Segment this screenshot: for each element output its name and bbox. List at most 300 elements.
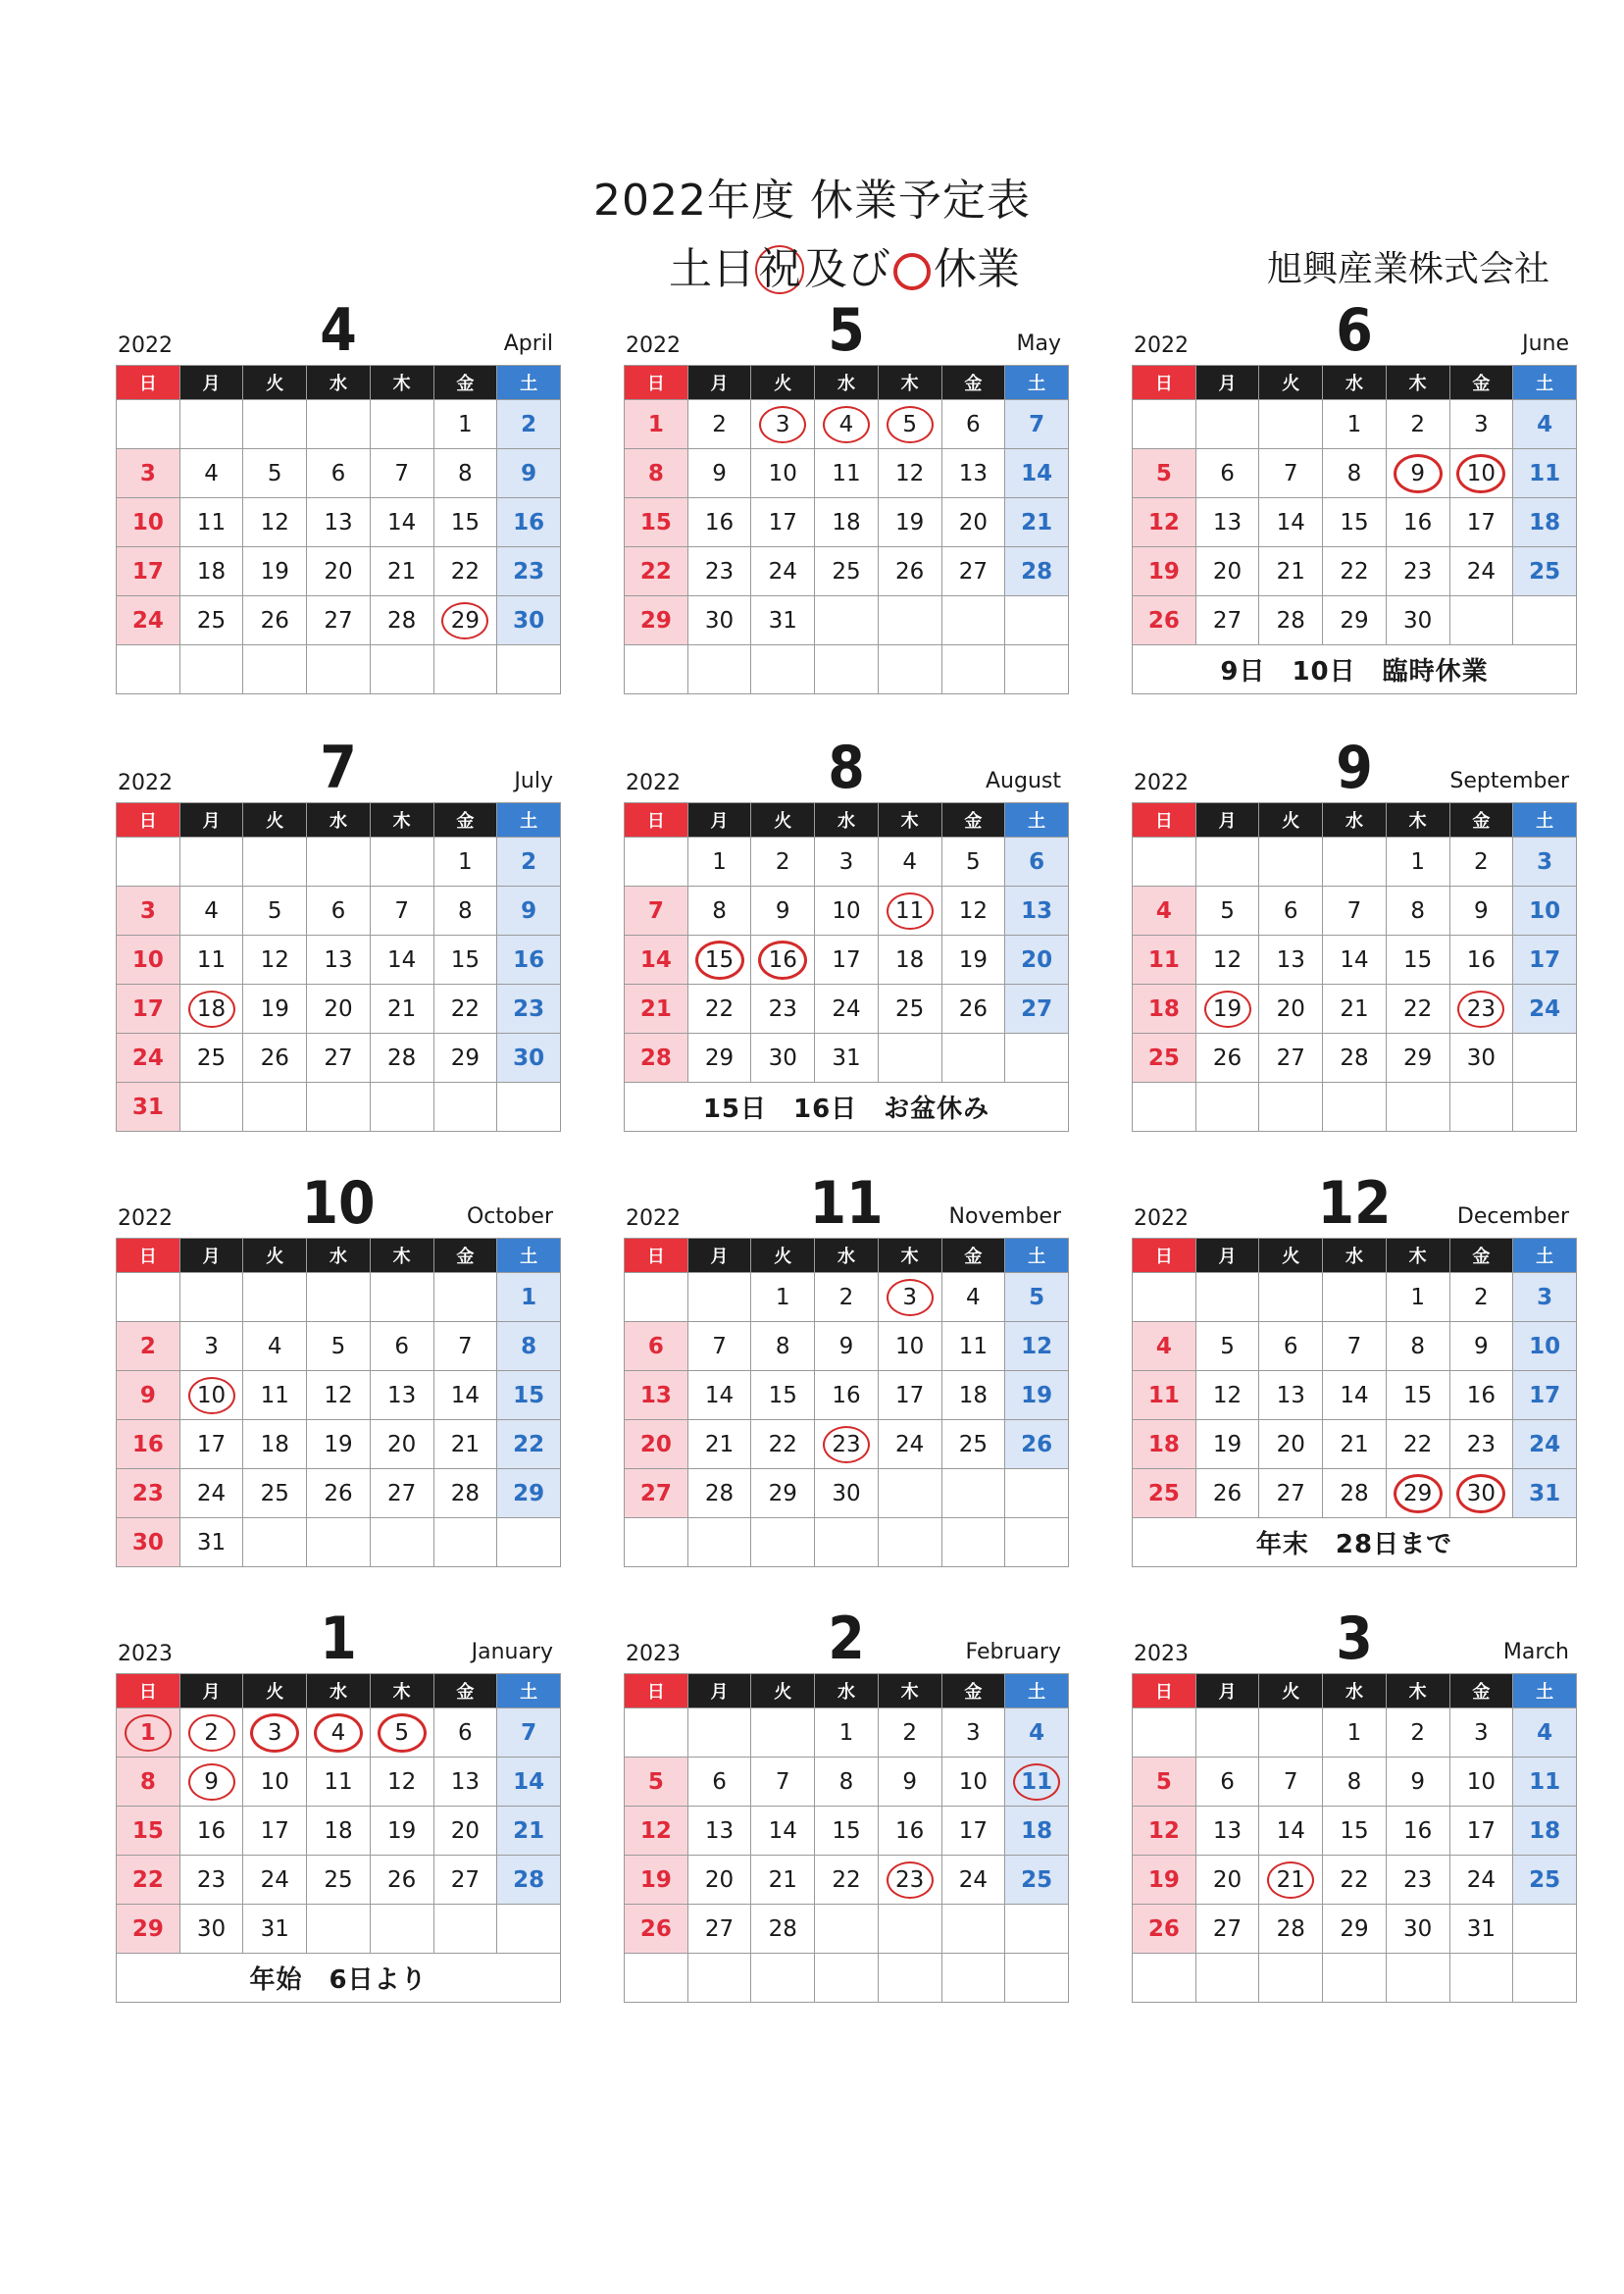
day-cell	[1259, 547, 1323, 596]
day-cell	[243, 498, 307, 547]
calendar-year: 2022	[1134, 1206, 1189, 1231]
day-number: 19	[260, 558, 289, 585]
day-number: 17	[131, 558, 164, 585]
day-number: 4	[1537, 411, 1553, 437]
week-row	[625, 936, 1069, 985]
day-number: 13	[1212, 509, 1243, 535]
closed-day-circle: 23	[823, 1426, 870, 1463]
empty-cell	[687, 1518, 751, 1567]
day-number: 28	[1276, 607, 1305, 634]
weekday-header: 金	[1449, 1674, 1513, 1708]
day-cell	[433, 1807, 497, 1856]
empty-cell	[1259, 1083, 1323, 1132]
empty-cell	[179, 400, 243, 449]
weekday-header: 木	[878, 366, 941, 400]
month-english-name: January	[471, 1640, 553, 1664]
day-number: 31	[260, 1915, 289, 1942]
empty-cell	[687, 645, 751, 694]
day-cell	[370, 1420, 433, 1469]
closed-day-circle: 19	[1204, 991, 1251, 1028]
month-number: 3	[1336, 1605, 1373, 1673]
closed-day-circle: 5	[887, 406, 934, 443]
day-cell	[243, 887, 307, 936]
day-cell	[1513, 1371, 1577, 1420]
day-number: 26	[895, 558, 925, 585]
day-number: 18	[1147, 1431, 1180, 1457]
day-number: 17	[1466, 509, 1496, 535]
day-number: 28	[1340, 1045, 1369, 1071]
day-cell	[1513, 1322, 1577, 1371]
day-cell	[1449, 1034, 1513, 1083]
day-number: 28	[450, 1480, 480, 1506]
day-number: 1	[458, 848, 473, 875]
day-cell	[1449, 1758, 1513, 1807]
week-row	[625, 498, 1069, 547]
closed-day-circle: 11	[887, 892, 934, 930]
day-number: 29	[1340, 607, 1369, 634]
day-number: 6	[330, 897, 346, 924]
day-cell	[751, 1420, 815, 1469]
day-cell	[1259, 1469, 1323, 1518]
week-row	[625, 596, 1069, 645]
weekday-header: 土	[1513, 366, 1577, 400]
day-number: 2	[1474, 1284, 1489, 1310]
day-cell	[1323, 1708, 1387, 1758]
day-number: 14	[387, 946, 417, 973]
closed-day-circle: 9	[188, 1763, 235, 1801]
empty-cell	[1513, 596, 1577, 645]
day-number: 20	[958, 509, 988, 535]
empty-cell	[307, 1083, 371, 1132]
day-cell	[243, 1856, 307, 1905]
day-cell	[1323, 1034, 1387, 1083]
month-calendar-june	[1132, 296, 1577, 718]
day-number: 8	[647, 460, 664, 486]
day-number: 30	[768, 1045, 797, 1071]
day-cell	[1513, 1758, 1577, 1807]
day-cell	[1386, 985, 1449, 1034]
day-number: 5	[330, 1333, 346, 1359]
day-cell	[370, 449, 433, 498]
day-number: 19	[1147, 1866, 1180, 1893]
day-cell	[307, 449, 371, 498]
closed-day-circle: 11	[1013, 1763, 1060, 1801]
day-cell	[815, 1807, 879, 1856]
day-number: 7	[458, 1333, 473, 1359]
day-cell	[1133, 1856, 1196, 1905]
weekday-header: 日	[1133, 1674, 1196, 1708]
weekday-header: 金	[433, 1239, 497, 1273]
empty-cell	[815, 1954, 879, 2003]
week-row	[1133, 1034, 1577, 1083]
month-number: 4	[320, 296, 357, 365]
day-cell	[625, 1034, 688, 1083]
day-cell	[1323, 887, 1387, 936]
day-cell	[751, 1807, 815, 1856]
weekday-header: 日	[1133, 1239, 1196, 1273]
empty-cell	[1005, 645, 1069, 694]
empty-cell	[370, 838, 433, 887]
day-number: 11	[1147, 946, 1180, 973]
empty-cell	[625, 838, 688, 887]
weekday-header: 日	[625, 1674, 688, 1708]
week-row	[117, 1856, 561, 1905]
day-cell	[941, 449, 1005, 498]
day-number: 4	[1155, 897, 1172, 924]
empty-cell	[1386, 1954, 1449, 2003]
day-cell	[179, 936, 243, 985]
empty-cell	[1005, 1518, 1069, 1567]
day-number: 31	[1466, 1915, 1496, 1942]
day-cell	[433, 1371, 497, 1420]
day-cell	[941, 1708, 1005, 1758]
day-cell	[1449, 1469, 1513, 1518]
day-number: 18	[1529, 1817, 1561, 1844]
weekday-header: 水	[815, 1674, 879, 1708]
day-cell	[1449, 400, 1513, 449]
empty-cell	[1513, 1034, 1577, 1083]
weekday-header: 金	[433, 1674, 497, 1708]
day-number: 23	[196, 1866, 227, 1893]
day-cell	[1449, 1322, 1513, 1371]
weekday-header: 水	[307, 803, 371, 838]
day-cell	[179, 1758, 243, 1807]
month-grid	[624, 1238, 1069, 1567]
empty-cell	[625, 1708, 688, 1758]
day-number: 30	[1403, 1915, 1433, 1942]
day-number: 8	[712, 897, 727, 924]
day-cell	[497, 596, 561, 645]
week-row	[117, 1420, 561, 1469]
day-cell	[751, 1469, 815, 1518]
empty-cell	[433, 645, 497, 694]
day-cell	[751, 498, 815, 547]
empty-cell	[1449, 1083, 1513, 1132]
empty-cell	[1259, 1708, 1323, 1758]
day-cell	[815, 449, 879, 498]
day-number: 7	[394, 897, 409, 924]
day-number: 4	[204, 460, 219, 486]
empty-cell	[751, 1518, 815, 1567]
week-row	[1133, 1518, 1577, 1567]
day-cell	[433, 887, 497, 936]
day-number: 21	[1340, 1431, 1369, 1457]
week-row	[1133, 1905, 1577, 1954]
day-number: 4	[1537, 1719, 1553, 1746]
empty-cell	[117, 838, 180, 887]
day-number: 1	[647, 411, 664, 437]
day-cell	[117, 1034, 180, 1083]
day-number: 5	[966, 848, 981, 875]
closed-day-circle: 3	[887, 1279, 934, 1316]
day-number: 23	[513, 995, 545, 1022]
month-english-name: July	[514, 769, 553, 793]
day-number: 31	[1529, 1480, 1561, 1506]
day-cell	[687, 1322, 751, 1371]
weekday-header: 土	[497, 1674, 561, 1708]
week-row	[1133, 887, 1577, 936]
day-number: 27	[958, 558, 988, 585]
weekday-header: 木	[1386, 803, 1449, 838]
week-row	[117, 596, 561, 645]
day-number: 27	[1276, 1045, 1305, 1071]
empty-cell	[941, 1905, 1005, 1954]
day-number: 9	[712, 460, 727, 486]
weekday-header-row	[625, 1674, 1069, 1708]
day-cell	[1005, 1273, 1069, 1322]
day-cell	[117, 887, 180, 936]
day-cell	[179, 1807, 243, 1856]
weekday-header: 月	[1195, 1674, 1259, 1708]
empty-cell	[179, 1273, 243, 1322]
month-grid	[624, 1673, 1069, 2003]
day-cell	[751, 1322, 815, 1371]
day-cell	[687, 1856, 751, 1905]
day-cell	[243, 547, 307, 596]
day-cell	[1513, 400, 1577, 449]
day-cell	[815, 1322, 879, 1371]
day-number: 27	[1276, 1480, 1305, 1506]
day-number: 1	[1346, 411, 1362, 437]
day-cell	[1005, 1758, 1069, 1807]
weekday-header: 金	[941, 803, 1005, 838]
day-number: 19	[387, 1817, 417, 1844]
week-row	[117, 1758, 561, 1807]
weekday-header: 水	[1323, 803, 1387, 838]
day-number: 9	[775, 897, 790, 924]
day-number: 4	[966, 1284, 981, 1310]
day-cell	[243, 1708, 307, 1758]
day-cell	[1323, 1758, 1387, 1807]
day-cell	[625, 1758, 688, 1807]
day-number: 21	[513, 1817, 545, 1844]
day-number: 2	[902, 1719, 917, 1746]
day-cell	[1133, 547, 1196, 596]
day-cell	[941, 1273, 1005, 1322]
empty-cell	[1323, 1273, 1387, 1322]
day-number: 7	[775, 1768, 790, 1795]
week-row	[1133, 547, 1577, 596]
empty-cell	[307, 1518, 371, 1567]
weekday-header: 木	[1386, 1674, 1449, 1708]
day-cell	[1133, 1420, 1196, 1469]
day-number: 16	[1403, 509, 1433, 535]
day-cell	[941, 1807, 1005, 1856]
day-cell	[1195, 449, 1259, 498]
week-row	[1133, 985, 1577, 1034]
day-cell	[1259, 1905, 1323, 1954]
weekday-header: 火	[243, 1239, 307, 1273]
day-number: 12	[639, 1817, 672, 1844]
day-number: 18	[324, 1817, 353, 1844]
day-number: 19	[639, 1866, 672, 1893]
day-number: 2	[1474, 848, 1489, 875]
empty-cell	[1386, 1083, 1449, 1132]
month-english-name: November	[948, 1204, 1061, 1229]
empty-cell	[1323, 838, 1387, 887]
day-number: 2	[1410, 411, 1425, 437]
calendar-year: 2023	[1134, 1642, 1189, 1666]
day-cell	[243, 1469, 307, 1518]
day-cell	[1323, 400, 1387, 449]
day-number: 16	[1466, 946, 1496, 973]
day-cell	[687, 1905, 751, 1954]
day-cell	[370, 936, 433, 985]
day-number: 30	[131, 1529, 164, 1555]
day-number: 30	[196, 1915, 227, 1942]
day-number: 27	[1212, 1915, 1243, 1942]
day-cell	[1386, 1420, 1449, 1469]
weekday-header: 月	[179, 803, 243, 838]
empty-cell	[307, 400, 371, 449]
day-cell	[815, 1420, 879, 1469]
day-cell	[625, 400, 688, 449]
day-cell	[878, 1273, 941, 1322]
day-cell	[878, 936, 941, 985]
day-cell	[1386, 498, 1449, 547]
week-row	[625, 1469, 1069, 1518]
day-cell	[878, 838, 941, 887]
month-calendar-march	[1132, 1605, 1577, 2026]
day-cell	[1513, 985, 1577, 1034]
day-number: 22	[131, 1866, 164, 1893]
day-cell	[1513, 547, 1577, 596]
day-number: 24	[1529, 1431, 1561, 1457]
weekday-header: 水	[1323, 1239, 1387, 1273]
week-row	[1133, 1083, 1577, 1132]
day-number: 15	[1340, 1817, 1369, 1844]
day-cell	[1005, 1322, 1069, 1371]
month-english-name: March	[1502, 1640, 1569, 1664]
day-number: 5	[1155, 460, 1172, 486]
day-cell	[1386, 936, 1449, 985]
day-cell	[370, 1371, 433, 1420]
day-cell	[1005, 547, 1069, 596]
day-cell	[307, 1469, 371, 1518]
day-cell	[1259, 1371, 1323, 1420]
closed-day-circle: 3	[759, 406, 806, 443]
calendar-year: 2022	[118, 333, 173, 358]
day-cell	[433, 596, 497, 645]
month-english-name: October	[466, 1204, 553, 1229]
day-number: 18	[958, 1382, 988, 1408]
day-number: 25	[1147, 1045, 1180, 1071]
day-cell	[751, 449, 815, 498]
empty-cell	[1005, 596, 1069, 645]
weekday-header: 月	[1195, 803, 1259, 838]
day-number: 11	[260, 1382, 289, 1408]
day-number: 24	[260, 1866, 289, 1893]
weekday-header: 火	[243, 1674, 307, 1708]
day-number: 17	[1529, 1382, 1561, 1408]
week-row	[1133, 1273, 1577, 1322]
day-number: 14	[387, 509, 417, 535]
day-cell	[117, 1758, 180, 1807]
month-grid	[116, 1238, 561, 1567]
weekday-header: 土	[1005, 803, 1069, 838]
weekday-header-row	[117, 1239, 561, 1273]
month-english-name: September	[1449, 769, 1569, 793]
day-number: 18	[260, 1431, 289, 1457]
calendar-year: 2022	[1134, 333, 1189, 358]
month-grid	[1132, 1238, 1577, 1567]
week-row	[1133, 1856, 1577, 1905]
day-cell	[878, 1758, 941, 1807]
day-number: 3	[139, 460, 156, 486]
day-number: 9	[139, 1382, 156, 1408]
day-cell	[941, 1322, 1005, 1371]
day-cell	[1259, 449, 1323, 498]
day-number: 27	[324, 607, 353, 634]
day-cell	[1323, 1807, 1387, 1856]
weekday-header: 金	[1449, 366, 1513, 400]
day-cell	[117, 547, 180, 596]
day-number: 22	[832, 1866, 861, 1893]
day-number: 1	[1410, 1284, 1425, 1310]
day-cell	[815, 1034, 879, 1083]
day-cell	[1449, 1371, 1513, 1420]
day-number: 12	[1021, 1333, 1053, 1359]
week-row	[625, 1807, 1069, 1856]
week-row	[117, 645, 561, 694]
weekday-header-row	[117, 366, 561, 400]
empty-cell	[433, 1273, 497, 1322]
day-number: 21	[704, 1431, 735, 1457]
weekday-header: 水	[307, 1674, 371, 1708]
day-cell	[497, 1273, 561, 1322]
day-cell	[815, 400, 879, 449]
day-number: 2	[139, 1333, 156, 1359]
day-cell	[751, 596, 815, 645]
closure-note: 年末 28日まで	[1133, 1518, 1577, 1567]
week-row	[117, 547, 561, 596]
day-cell	[370, 1322, 433, 1371]
day-cell	[625, 1807, 688, 1856]
day-number: 12	[324, 1382, 353, 1408]
weekday-header: 土	[1005, 366, 1069, 400]
day-number: 10	[131, 509, 164, 535]
empty-cell	[1259, 1954, 1323, 2003]
day-cell	[307, 498, 371, 547]
day-cell	[751, 985, 815, 1034]
day-number: 8	[458, 897, 473, 924]
day-number: 15	[131, 1817, 164, 1844]
day-number: 25	[832, 558, 861, 585]
weekday-header: 月	[687, 366, 751, 400]
empty-cell	[625, 1518, 688, 1567]
day-cell	[117, 1469, 180, 1518]
month-english-name: December	[1456, 1204, 1569, 1229]
day-number: 16	[704, 509, 735, 535]
weekday-header: 土	[1005, 1674, 1069, 1708]
empty-cell	[1513, 1954, 1577, 2003]
day-number: 4	[267, 1333, 282, 1359]
empty-cell	[497, 1905, 561, 1954]
empty-cell	[1133, 400, 1196, 449]
day-cell	[307, 985, 371, 1034]
closed-day-circle: 5	[378, 1713, 427, 1753]
day-cell	[497, 887, 561, 936]
day-cell	[370, 1469, 433, 1518]
month-number: 12	[1317, 1169, 1392, 1238]
closed-day-circle: 2	[188, 1714, 235, 1752]
day-number: 27	[324, 1045, 353, 1071]
company-name: 旭興産業株式会社	[1267, 249, 1550, 289]
day-number: 24	[131, 1045, 164, 1071]
day-cell	[687, 887, 751, 936]
day-cell	[1195, 1758, 1259, 1807]
calendar-year: 2022	[626, 771, 681, 795]
